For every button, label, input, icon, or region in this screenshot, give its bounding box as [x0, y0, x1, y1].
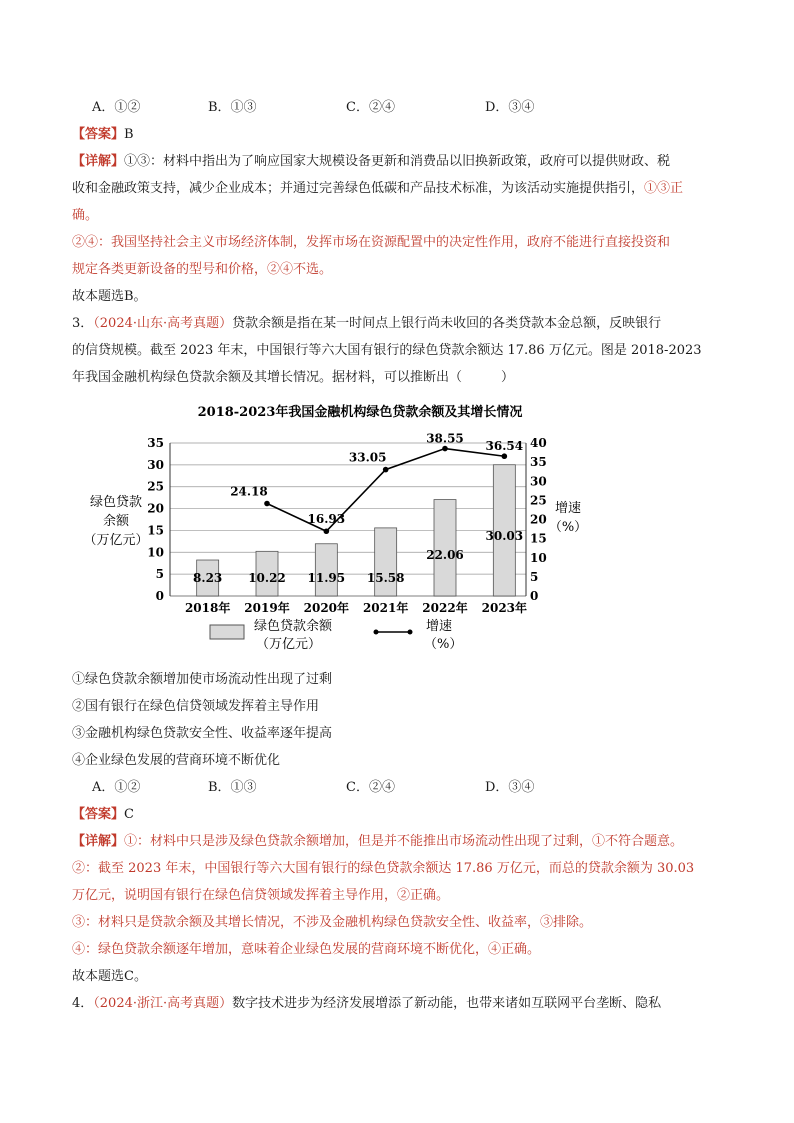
q2-option-c: C．②④ [346, 100, 395, 115]
right-tick-label: 40 [530, 436, 547, 450]
bar [315, 544, 337, 596]
growth-value-label: 36.54 [485, 439, 524, 454]
chart-title: 2018-2023年我国金融机构绿色贷款余额及其增长情况 [197, 405, 523, 420]
left-tick-label: 10 [147, 545, 164, 560]
q3-stem-line-2: 的信贷规模。截至 2023 年末，中国银行等六大国有银行的绿色贷款余额达 17.86 万亿元。图是 2018-2023 [72, 343, 702, 358]
legend-line-label-1: 增速 [426, 619, 453, 634]
q3-detail-line-4: ③：材料只是贷款余额及其增长情况，不涉及金融机构绿色贷款安全性、收益率，③排除。 [72, 915, 593, 930]
q3-detail-line-2: ②：截至 2023 年末，中国银行等六大国有银行的绿色贷款余额达 17.86 万亿元，而总的贷款余额为 30.03 [72, 861, 695, 876]
q2-option-d: D．③④ [485, 100, 535, 115]
growth-point [324, 528, 330, 534]
q2-detail-line-2: 收和金融政策支持，减少企业成本；并通过完善绿色低碳和产品技术标准，为该活动实施提供指引，①③正 [72, 181, 684, 196]
q4-stem-line-1: 4．（2024·浙江·高考真题）数字技术进步为经济发展增添了新动能，也带来诸如互联网平台垄断、隐私 [72, 996, 662, 1011]
q2-conclusion: 故本题选B。 [72, 289, 147, 304]
category-label: 2020年 [303, 601, 350, 615]
bar-value-label: 11.95 [307, 571, 346, 585]
category-label: 2023年 [481, 601, 528, 615]
q3-statement-2: ②国有银行在绿色信贷领域发挥着主导作用 [72, 699, 320, 714]
legend-line-label-2: （%） [424, 637, 463, 652]
legend-line-marker-right [408, 630, 413, 635]
q2-detail-line-1: 【详解】①③：材料中指出为了响应国家大规模设备更新和消费品以旧换新政策，政府可以提供财政、税 [72, 154, 671, 169]
left-tick-label: 0 [155, 589, 164, 603]
right-axis-label-line-1: 增速 [554, 501, 582, 516]
category-label: 2022年 [422, 601, 468, 615]
right-tick-label: 5 [530, 569, 539, 584]
bar-value-label: 22.06 [426, 547, 464, 562]
left-tick-label: 35 [147, 436, 164, 450]
q2-detail-line-4: ②④：我国坚持社会主义市场经济体制，发挥市场在资源配置中的决定性作用，政府不能进行直接投资和 [72, 235, 671, 250]
q2-detail-line-5: 规定各类更新设备的型号和价格，②④不选。 [72, 262, 333, 277]
q3-option-d: D．③④ [485, 780, 535, 795]
q3-conclusion: 故本题选C。 [72, 969, 147, 984]
q3-answer: 【答案】C [72, 807, 134, 822]
left-tick-label: 30 [147, 457, 164, 472]
right-tick-label: 15 [530, 531, 547, 546]
q3-statement-4: ④企业绿色发展的营商环境不断优化 [72, 753, 281, 768]
category-label: 2018年 [184, 601, 231, 615]
bar-value-label: 15.58 [366, 571, 405, 585]
right-tick-label: 30 [530, 474, 547, 489]
growth-point [264, 501, 270, 507]
left-axis-label-line-1: 绿色贷款 [89, 495, 143, 510]
legend-line-marker-left [374, 630, 379, 635]
growth-value-label: 38.55 [426, 431, 464, 446]
bar [375, 528, 397, 596]
growth-point [502, 453, 508, 459]
q2-answer: 【答案】B [72, 127, 134, 142]
q3-stem-line-1: 3．（2024·山东·高考真题）贷款余额是指在某一时间点上银行尚未收回的各类贷款本金总额，反映银行 [72, 316, 662, 331]
growth-point [383, 467, 389, 473]
growth-point [442, 446, 448, 452]
left-axis-label-line-2: 余额 [102, 514, 130, 529]
q2-option-a: A．①② [92, 100, 141, 115]
right-tick-label: 10 [530, 550, 547, 565]
q3-detail-line-3: 万亿元，说明国有银行在绿色信贷领域发挥着主导作用，②正确。 [72, 888, 450, 903]
right-tick-label: 20 [530, 512, 547, 527]
legend-bar-label-2: （万亿元） [256, 637, 322, 652]
growth-value-label: 16.93 [307, 512, 346, 527]
growth-value-label: 24.18 [230, 484, 268, 499]
bar-value-label: 8.23 [193, 571, 223, 585]
left-tick-label: 5 [155, 567, 164, 582]
left-tick-label: 20 [147, 501, 164, 516]
q3-option-c: C．②④ [346, 780, 395, 795]
q3-option-a: A．①② [92, 780, 141, 795]
left-tick-label: 25 [147, 479, 164, 494]
right-tick-label: 35 [530, 455, 547, 470]
right-tick-label: 0 [530, 589, 539, 603]
legend-bar-swatch [210, 625, 244, 639]
q3-statement-1: ①绿色贷款余额增加使市场流动性出现了过剩 [72, 672, 333, 687]
right-axis-label-line-2: （%） [548, 520, 588, 535]
category-label: 2021年 [362, 601, 409, 615]
q3-statement-3: ③金融机构绿色贷款安全性、收益率逐年提高 [72, 726, 333, 741]
left-tick-label: 15 [147, 523, 164, 538]
q3-option-b: B．①③ [208, 780, 257, 795]
category-label: 2019年 [244, 601, 290, 615]
bar-value-label: 10.22 [248, 571, 286, 585]
bar-value-label: 30.03 [485, 528, 524, 543]
q2-detail-line-3: 确。 [72, 208, 99, 223]
left-axis-label-line-3: （万亿元） [83, 533, 149, 548]
q3-detail-line-5: ④：绿色贷款余额逐年增加，意味着企业绿色发展的营商环境不断优化，④正确。 [72, 942, 541, 957]
legend-bar-label-1: 绿色贷款余额 [254, 619, 333, 634]
q3-stem-line-3: 年我国金融机构绿色贷款余额及其增长情况。据材料，可以推断出（ ） [72, 370, 515, 385]
q3-detail-line-1: 【详解】①：材料中只是涉及绿色贷款余额增加，但是并不能推出市场流动性出现了过剩，①不符合题意。 [72, 834, 684, 849]
growth-value-label: 33.05 [348, 450, 387, 465]
right-tick-label: 25 [530, 493, 547, 508]
q2-option-b: B．①③ [208, 100, 257, 115]
green-loan-chart [60, 400, 660, 660]
